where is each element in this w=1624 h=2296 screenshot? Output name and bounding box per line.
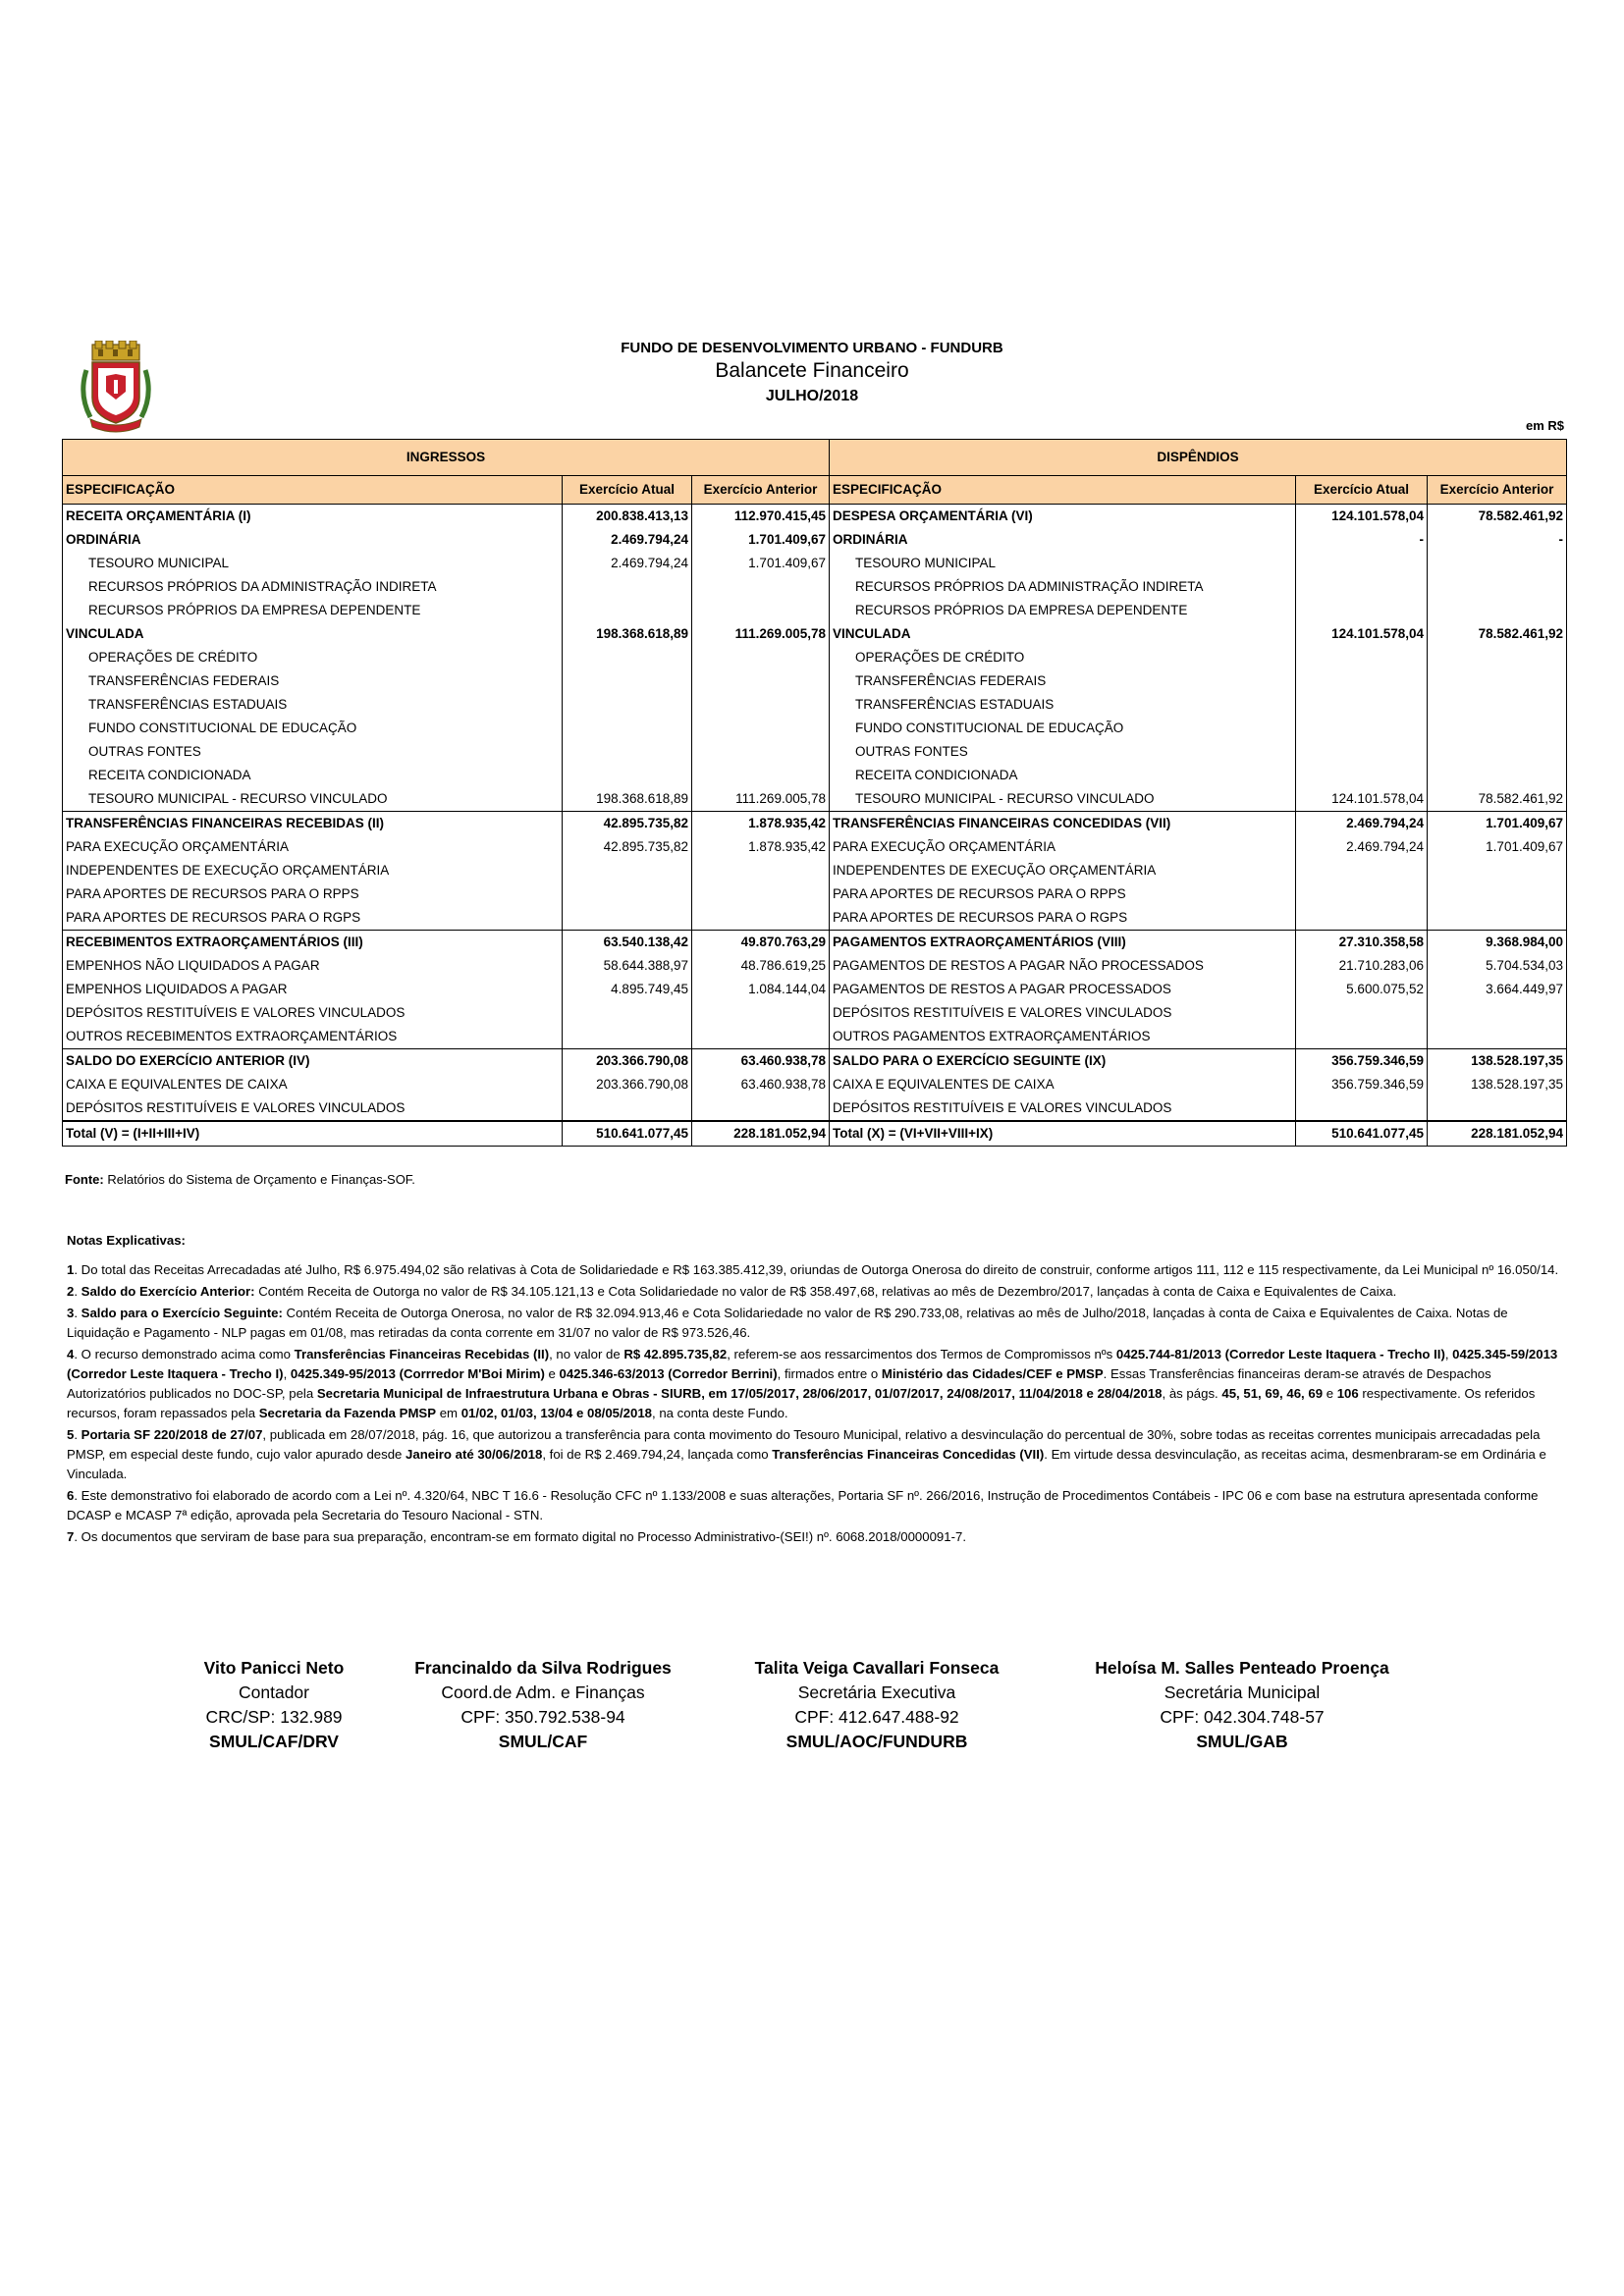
signer-unit: SMUL/CAF/DRV — [209, 1732, 339, 1751]
value-current-left — [563, 1025, 692, 1049]
row-label-left: ORDINÁRIA — [66, 532, 141, 547]
dispendios-header: DISPÊNDIOS — [830, 440, 1567, 476]
value-current-right — [1296, 717, 1428, 740]
value-previous-left — [692, 717, 830, 740]
value-current-left: 510.641.077,45 — [563, 1121, 692, 1147]
value-previous-right: 9.368.984,00 — [1428, 931, 1567, 955]
value-previous-left: 1.878.935,42 — [692, 835, 830, 859]
signer-role: Coord.de Adm. e Finanças — [441, 1682, 645, 1702]
table-row — [63, 669, 1567, 693]
note-bold-text: Transferências Financeiras Recebidas (II) — [294, 1347, 550, 1362]
value-previous-right — [1428, 906, 1567, 931]
note-bold-text: 0425.349-95/2013 (Corrredor M'Boi Mirim) — [290, 1366, 545, 1381]
row-label-right: FUNDO CONSTITUCIONAL DE EDUCAÇÃO — [830, 717, 1296, 740]
value-current-right: 5.600.075,52 — [1296, 978, 1428, 1001]
row-label-left: PARA APORTES DE RECURSOS PARA O RPPS — [66, 886, 359, 901]
value-previous-left: 1.701.409,67 — [692, 528, 830, 552]
note-text: . Do total das Receitas Arrecadadas até Julho, R$ 6.975.494,02 são relativas à Cota de Solidariedade e R$ 163.385.412,39, oriundas de Outorga Onerosa do direito de construir, conforme artigos 111, 112 e 115 respectivamente, da Lei Municipal nº 16.050/14. — [74, 1262, 1559, 1277]
table-row — [63, 1073, 1567, 1096]
table-row — [63, 787, 1567, 812]
row-label-right: OUTROS PAGAMENTOS EXTRAORÇAMENTÁRIOS — [830, 1025, 1296, 1049]
value-previous-left — [692, 906, 830, 931]
value-previous-right: 1.701.409,67 — [1428, 835, 1567, 859]
note-text: . O recurso demonstrado acima como — [74, 1347, 295, 1362]
source-text: Relatórios do Sistema de Orçamento e Finanças-SOF. — [103, 1172, 415, 1187]
table-row — [63, 717, 1567, 740]
row-label-right: SALDO PARA O EXERCÍCIO SEGUINTE (IX) — [830, 1049, 1296, 1074]
value-current-right — [1296, 646, 1428, 669]
value-current-left: 2.469.794,24 — [563, 552, 692, 575]
value-previous-left: 1.084.144,04 — [692, 978, 830, 1001]
value-current-left: 2.469.794,24 — [563, 528, 692, 552]
value-current-right: 124.101.578,04 — [1296, 505, 1428, 529]
value-previous-right — [1428, 552, 1567, 575]
col-previous-left: Exercício Anterior — [692, 476, 830, 505]
value-current-right — [1296, 859, 1428, 882]
value-current-right: 124.101.578,04 — [1296, 622, 1428, 646]
value-previous-left — [692, 1001, 830, 1025]
signer-unit: SMUL/AOC/FUNDURB — [785, 1732, 968, 1751]
row-label-left: Total (V) = (I+II+III+IV) — [63, 1121, 563, 1147]
row-label-right: DESPESA ORÇAMENTÁRIA (VI) — [830, 505, 1296, 529]
value-current-right: 510.641.077,45 — [1296, 1121, 1428, 1147]
signer-doc: CRC/SP: 132.989 — [205, 1707, 343, 1727]
value-previous-right — [1428, 646, 1567, 669]
note-paragraph — [67, 1527, 1559, 1547]
value-previous-left — [692, 646, 830, 669]
table-row — [63, 622, 1567, 646]
note-text: , na conta deste Fundo. — [652, 1406, 788, 1420]
value-current-right: 27.310.358,58 — [1296, 931, 1428, 955]
signer-role: Secretária Executiva — [797, 1682, 956, 1702]
row-label-right: PARA APORTES DE RECURSOS PARA O RGPS — [830, 906, 1296, 931]
value-current-left — [563, 717, 692, 740]
explanatory-notes — [67, 1231, 1559, 1549]
note-paragraph — [67, 1345, 1559, 1423]
value-previous-left — [692, 599, 830, 622]
value-current-left — [563, 669, 692, 693]
row-label-right: TESOURO MUNICIPAL — [830, 552, 1296, 575]
row-label-right: PAGAMENTOS DE RESTOS A PAGAR PROCESSADOS — [830, 978, 1296, 1001]
row-label-left: OUTROS RECEBIMENTOS EXTRAORÇAMENTÁRIOS — [66, 1029, 398, 1043]
signer-name: Heloísa M. Salles Penteado Proença — [1095, 1658, 1389, 1678]
note-text: Contém Receita de Outorga Onerosa, no valor de R$ 32.094.913,46 e Cota Solidariedade no valor de R$ 290.733,08, relativas ao mês de Julho/2018, lançadas à conta de Caixa e Equivalentes de Caixa. Notas de Liquidação e Pagamento - NLP pagas em 01/08, mas retiradas da conta corrente em 31/07 no valor de R$ 973.526,46. — [67, 1306, 1508, 1340]
value-previous-right — [1428, 1096, 1567, 1121]
currency-label: em R$ — [1525, 418, 1564, 433]
note-text: . — [74, 1284, 81, 1299]
value-current-right — [1296, 669, 1428, 693]
row-label-left: EMPENHOS LIQUIDADOS A PAGAR — [66, 982, 288, 996]
note-text: . — [74, 1427, 81, 1442]
value-current-right — [1296, 599, 1428, 622]
row-label-right: RECEITA CONDICIONADA — [830, 764, 1296, 787]
value-current-left: 63.540.138,42 — [563, 931, 692, 955]
note-bold-text: Secretaria da Fazenda PMSP — [258, 1406, 437, 1420]
note-bold-text: 1 — [67, 1262, 75, 1277]
value-previous-right: 138.528.197,35 — [1428, 1073, 1567, 1096]
value-previous-right: 78.582.461,92 — [1428, 787, 1567, 812]
value-previous-right — [1428, 717, 1567, 740]
value-current-left: 200.838.413,13 — [563, 505, 692, 529]
value-current-right — [1296, 575, 1428, 599]
column-header-row — [63, 476, 1567, 505]
row-label-left: TRANSFERÊNCIAS FEDERAIS — [88, 673, 280, 688]
note-text: em — [436, 1406, 461, 1420]
value-previous-left — [692, 575, 830, 599]
col-previous-right: Exercício Anterior — [1428, 476, 1567, 505]
note-bold-text: 6 — [67, 1488, 75, 1503]
value-current-right: 2.469.794,24 — [1296, 812, 1428, 836]
value-previous-left: 63.460.938,78 — [692, 1049, 830, 1074]
note-text: e — [1323, 1386, 1337, 1401]
notes-title: Notas Explicativas: — [67, 1233, 186, 1248]
note-text: e — [544, 1366, 560, 1381]
row-label-right: TRANSFERÊNCIAS FEDERAIS — [830, 669, 1296, 693]
signature-block — [376, 1656, 710, 1754]
value-previous-right: 3.664.449,97 — [1428, 978, 1567, 1001]
row-label-left: RECEITA CONDICIONADA — [88, 768, 251, 782]
value-previous-right: 228.181.052,94 — [1428, 1121, 1567, 1147]
value-previous-left: 111.269.005,78 — [692, 622, 830, 646]
row-label-left: SALDO DO EXERCÍCIO ANTERIOR (IV) — [63, 1049, 563, 1074]
table-row — [63, 599, 1567, 622]
row-label-right: PAGAMENTOS EXTRAORÇAMENTÁRIOS (VIII) — [830, 931, 1296, 955]
value-current-right — [1296, 906, 1428, 931]
table-row — [63, 505, 1567, 529]
table-row — [63, 1121, 1567, 1147]
section-header-row — [63, 440, 1567, 476]
document-title: Balancete Financeiro — [715, 359, 909, 382]
value-current-right — [1296, 764, 1428, 787]
row-label-right: DEPÓSITOS RESTITUÍVEIS E VALORES VINCULADOS — [830, 1001, 1296, 1025]
value-previous-right: 78.582.461,92 — [1428, 622, 1567, 646]
note-bold-text: Transferências Financeiras Concedidas (VII) — [772, 1447, 1045, 1462]
note-text: , — [283, 1366, 291, 1381]
value-previous-right — [1428, 599, 1567, 622]
row-label-left: PARA EXECUÇÃO ORÇAMENTÁRIA — [66, 839, 290, 854]
note-bold-text: Ministério das Cidades/CEF e PMSP — [881, 1366, 1104, 1381]
table-row — [63, 882, 1567, 906]
signer-name: Francinaldo da Silva Rodrigues — [414, 1658, 672, 1678]
value-previous-left: 112.970.415,45 — [692, 505, 830, 529]
note-text: , firmados entre o — [777, 1366, 882, 1381]
table-row — [63, 528, 1567, 552]
value-current-right: 21.710.283,06 — [1296, 954, 1428, 978]
table-row — [63, 954, 1567, 978]
table-row — [63, 764, 1567, 787]
note-bold-text: Saldo do Exercício Anterior: — [81, 1284, 255, 1299]
note-text: , no valor de — [549, 1347, 624, 1362]
period-label: JULHO/2018 — [765, 388, 859, 404]
row-label-left: TRANSFERÊNCIAS FINANCEIRAS RECEBIDAS (II) — [63, 812, 563, 836]
row-label-left: OUTRAS FONTES — [88, 744, 201, 759]
note-paragraph — [67, 1282, 1559, 1302]
value-previous-left: 1.701.409,67 — [692, 552, 830, 575]
value-previous-right — [1428, 882, 1567, 906]
table-row — [63, 646, 1567, 669]
signature-block — [710, 1656, 1044, 1754]
signer-doc: CPF: 350.792.538-94 — [460, 1707, 625, 1727]
value-previous-left — [692, 882, 830, 906]
table-row — [63, 978, 1567, 1001]
value-current-left: 198.368.618,89 — [563, 622, 692, 646]
value-previous-left: 228.181.052,94 — [692, 1121, 830, 1147]
balance-table — [62, 439, 1567, 1147]
table-row — [63, 740, 1567, 764]
note-paragraph — [67, 1425, 1559, 1484]
table-row — [63, 812, 1567, 836]
note-text: . — [74, 1306, 81, 1320]
note-bold-text: R$ 42.895.735,82 — [623, 1347, 728, 1362]
row-label-left: OPERAÇÕES DE CRÉDITO — [88, 650, 258, 665]
row-label-left: CAIXA E EQUIVALENTES DE CAIXA — [66, 1077, 288, 1092]
note-bold-text: 5 — [67, 1427, 75, 1442]
value-previous-left: 49.870.763,29 — [692, 931, 830, 955]
value-current-right — [1296, 1096, 1428, 1121]
value-current-left — [563, 599, 692, 622]
note-bold-text: 3 — [67, 1306, 75, 1320]
row-label-right: OUTRAS FONTES — [830, 740, 1296, 764]
value-previous-right — [1428, 1001, 1567, 1025]
source-label: Fonte: — [65, 1172, 104, 1187]
value-previous-right — [1428, 693, 1567, 717]
value-current-left — [563, 859, 692, 882]
value-previous-left — [692, 669, 830, 693]
row-label-right: TRANSFERÊNCIAS FINANCEIRAS CONCEDIDAS (VII) — [830, 812, 1296, 836]
value-current-left — [563, 1096, 692, 1121]
value-previous-left — [692, 740, 830, 764]
note-paragraph — [67, 1304, 1559, 1343]
note-paragraph — [67, 1486, 1559, 1525]
row-label-right: INDEPENDENTES DE EXECUÇÃO ORÇAMENTÁRIA — [830, 859, 1296, 882]
value-current-left — [563, 575, 692, 599]
note-bold-text: Portaria SF 220/2018 de 27/07 — [81, 1427, 263, 1442]
value-previous-right — [1428, 740, 1567, 764]
value-current-left — [563, 882, 692, 906]
note-bold-text: 0425.744-81/2013 (Corredor Leste Itaquera - Trecho II) — [1115, 1347, 1445, 1362]
row-label-right: DEPÓSITOS RESTITUÍVEIS E VALORES VINCULADOS — [830, 1096, 1296, 1121]
row-label-left: RECEITA ORÇAMENTÁRIA (I) — [63, 505, 563, 529]
value-previous-left: 63.460.938,78 — [692, 1073, 830, 1096]
signer-role: Contador — [239, 1682, 309, 1702]
row-label-right: VINCULADA — [830, 622, 1296, 646]
note-text: . Este demonstrativo foi elaborado de acordo com a Lei nº. 4.320/64, NBC T 16.6 - Resolução CFC nº 1.133/2008 e suas alterações, Portaria SF nº. 266/2016, Instrução de Procedimentos Contábeis - IPC 06 e com base na estrutura apresentada conforme DCASP e MCASP 7ª edição, aprovada pela Secretaria do Tesouro Nacional - STN. — [67, 1488, 1539, 1522]
row-label-right: TRANSFERÊNCIAS ESTADUAIS — [830, 693, 1296, 717]
note-bold-text: 0425.346-63/2013 (Corredor Berrini) — [559, 1366, 778, 1381]
value-previous-right — [1428, 764, 1567, 787]
note-bold-text: Janeiro até 30/06/2018 — [406, 1447, 543, 1462]
note-text: , publicada em 28/07/2018, pág. 16, que autorizou a transferência para conta movimento do Tesouro Municipal, relativo a desvinculação do percentual de 30%, sobre todas as receitas correntes municipais arrecadadas pela PMSP, em especial deste fundo, cujo valor apurado desde — [67, 1427, 1541, 1462]
row-label-right: RECURSOS PRÓPRIOS DA ADMINISTRAÇÃO INDIRETA — [830, 575, 1296, 599]
note-text: , referem-se aos ressarcimentos dos Termos de Compromissos nºs — [727, 1347, 1116, 1362]
value-current-right — [1296, 1025, 1428, 1049]
table-row — [63, 693, 1567, 717]
ingressos-header: INGRESSOS — [63, 440, 830, 476]
col-current-left: Exercício Atual — [563, 476, 692, 505]
row-label-left: TRANSFERÊNCIAS ESTADUAIS — [88, 697, 288, 712]
note-paragraph — [67, 1260, 1559, 1280]
row-label-left: RECURSOS PRÓPRIOS DA EMPRESA DEPENDENTE — [88, 603, 421, 617]
row-label-right: OPERAÇÕES DE CRÉDITO — [830, 646, 1296, 669]
value-current-left: 42.895.735,82 — [563, 812, 692, 836]
value-previous-right — [1428, 575, 1567, 599]
value-current-right: 356.759.346,59 — [1296, 1049, 1428, 1074]
note-bold-text: Saldo para o Exercício Seguinte: — [81, 1306, 283, 1320]
value-previous-right — [1428, 1025, 1567, 1049]
table-row — [63, 835, 1567, 859]
note-bold-text: 106 — [1336, 1386, 1359, 1401]
table-row — [63, 575, 1567, 599]
value-current-right — [1296, 693, 1428, 717]
row-label-right: CAIXA E EQUIVALENTES DE CAIXA — [830, 1073, 1296, 1096]
table-row — [63, 552, 1567, 575]
row-label-left: INDEPENDENTES DE EXECUÇÃO ORÇAMENTÁRIA — [66, 863, 390, 878]
value-previous-left — [692, 1025, 830, 1049]
value-previous-left: 48.786.619,25 — [692, 954, 830, 978]
note-text: , às págs. — [1162, 1386, 1222, 1401]
value-previous-right — [1428, 669, 1567, 693]
table-row — [63, 1025, 1567, 1049]
note-bold-text: 7 — [67, 1529, 75, 1544]
value-current-left — [563, 646, 692, 669]
signer-name: Vito Panicci Neto — [203, 1658, 345, 1678]
row-label-left: RECEBIMENTOS EXTRAORÇAMENTÁRIOS (III) — [63, 931, 563, 955]
value-current-right — [1296, 552, 1428, 575]
value-current-left — [563, 740, 692, 764]
row-label-left: DEPÓSITOS RESTITUÍVEIS E VALORES VINCULADOS — [66, 1005, 406, 1020]
signer-role: Secretária Municipal — [1164, 1682, 1321, 1702]
value-previous-left: 1.878.935,42 — [692, 812, 830, 836]
row-label-right: RECURSOS PRÓPRIOS DA EMPRESA DEPENDENTE — [830, 599, 1296, 622]
table-row — [63, 1001, 1567, 1025]
note-bold-text: 01/02, 01/03, 13/04 e 08/05/2018 — [460, 1406, 653, 1420]
table-row — [63, 859, 1567, 882]
row-label-left: RECURSOS PRÓPRIOS DA ADMINISTRAÇÃO INDIRETA — [88, 579, 437, 594]
row-label-left: TESOURO MUNICIPAL — [88, 556, 230, 570]
value-previous-left — [692, 1096, 830, 1121]
row-label-left: VINCULADA — [66, 626, 144, 641]
col-current-right: Exercício Atual — [1296, 476, 1428, 505]
signer-doc: CPF: 042.304.748-57 — [1160, 1707, 1325, 1727]
value-current-right: 356.759.346,59 — [1296, 1073, 1428, 1096]
value-previous-left — [692, 859, 830, 882]
row-label-left: DEPÓSITOS RESTITUÍVEIS E VALORES VINCULADOS — [66, 1100, 406, 1115]
row-label-left: FUNDO CONSTITUCIONAL DE EDUCAÇÃO — [88, 721, 357, 735]
value-current-left — [563, 764, 692, 787]
value-previous-left — [692, 764, 830, 787]
note-text: , foi de R$ 2.469.794,24, lançada como — [542, 1447, 773, 1462]
notes-list — [67, 1260, 1559, 1547]
col-spec-right: ESPECIFICAÇÃO — [830, 476, 1296, 505]
source-note — [65, 1172, 415, 1187]
value-previous-right: 78.582.461,92 — [1428, 505, 1567, 529]
table-row — [63, 931, 1567, 955]
signer-unit: SMUL/CAF — [498, 1732, 588, 1751]
value-current-right: - — [1296, 528, 1428, 552]
row-label-left: TESOURO MUNICIPAL - RECURSO VINCULADO — [88, 791, 388, 806]
note-bold-text: 4 — [67, 1347, 75, 1362]
note-text: . Em virtude dessa desvinculação, as receitas acima, desmenbraram-se em Ordinária e Vinculada. — [67, 1447, 1546, 1481]
value-current-left: 4.895.749,45 — [563, 978, 692, 1001]
signer-doc: CPF: 412.647.488-92 — [794, 1707, 959, 1727]
note-bold-text: 0425.345-59/2013 (Corredor Leste Itaquera - Trecho I) — [67, 1347, 1558, 1381]
signer-name: Talita Veiga Cavallari Fonseca — [754, 1658, 1000, 1678]
value-previous-right: 138.528.197,35 — [1428, 1049, 1567, 1074]
value-current-left: 203.366.790,08 — [563, 1049, 692, 1074]
value-previous-right: - — [1428, 528, 1567, 552]
row-label-right: Total (X) = (VI+VII+VIII+IX) — [830, 1121, 1296, 1147]
value-current-left: 42.895.735,82 — [563, 835, 692, 859]
table-row — [63, 906, 1567, 931]
value-current-right — [1296, 740, 1428, 764]
value-current-left — [563, 1001, 692, 1025]
row-label-left: PARA APORTES DE RECURSOS PARA O RGPS — [66, 910, 361, 925]
value-current-right: 2.469.794,24 — [1296, 835, 1428, 859]
value-current-right — [1296, 1001, 1428, 1025]
value-previous-right: 5.704.534,03 — [1428, 954, 1567, 978]
signature-block — [1075, 1656, 1409, 1754]
row-label-right: PARA EXECUÇÃO ORÇAMENTÁRIA — [830, 835, 1296, 859]
value-previous-left — [692, 693, 830, 717]
value-current-left: 203.366.790,08 — [563, 1073, 692, 1096]
table-body — [63, 505, 1567, 1147]
row-label-left: EMPENHOS NÃO LIQUIDADOS A PAGAR — [66, 958, 320, 973]
value-previous-right: 1.701.409,67 — [1428, 812, 1567, 836]
row-label-right: PARA APORTES DE RECURSOS PARA O RPPS — [830, 882, 1296, 906]
value-current-right: 124.101.578,04 — [1296, 787, 1428, 812]
note-bold-text: Secretaria Municipal de Infraestrutura Urbana e Obras - SIURB, em 17/05/2017, 28/06/2017, 01/07/2017, 24/08/2017, 11/04/2018 e 28/04/2018 — [316, 1386, 1163, 1401]
table-row — [63, 1049, 1567, 1074]
note-text: respectivamente. Os referidos recursos, foram repassados pela — [67, 1386, 1536, 1420]
value-previous-right — [1428, 859, 1567, 882]
col-spec-left: ESPECIFICAÇÃO — [63, 476, 563, 505]
value-previous-left: 111.269.005,78 — [692, 787, 830, 812]
note-text: Contém Receita de Outorga no valor de R$ 34.105.121,13 e Cota Solidariedade no valor de R$ 358.497,68, relativas ao mês de Dezembro/2017, lançadas à conta de Caixa e Equivalentes de Caixa. — [254, 1284, 1397, 1299]
value-current-right — [1296, 882, 1428, 906]
row-label-right: PAGAMENTOS DE RESTOS A PAGAR NÃO PROCESSADOS — [830, 954, 1296, 978]
value-current-left: 198.368.618,89 — [563, 787, 692, 812]
signer-unit: SMUL/GAB — [1196, 1732, 1288, 1751]
note-bold-text: 45, 51, 69, 46, 69 — [1221, 1386, 1324, 1401]
value-current-left — [563, 693, 692, 717]
note-text: , — [1444, 1347, 1453, 1362]
table-row — [63, 1096, 1567, 1121]
row-label-right: TESOURO MUNICIPAL - RECURSO VINCULADO — [830, 787, 1296, 812]
row-label-right: ORDINÁRIA — [830, 528, 1296, 552]
value-current-left — [563, 906, 692, 931]
note-bold-text: 2 — [67, 1284, 75, 1299]
organization-title: FUNDO DE DESENVOLVIMENTO URBANO - FUNDURB — [621, 340, 1003, 356]
value-current-left: 58.644.388,97 — [563, 954, 692, 978]
note-text: . Essas Transferências financeiras deram-se através de Despachos Autorizatórios publicados no DOC-SP, pela — [67, 1366, 1491, 1401]
note-text: . Os documentos que serviram de base para sua preparação, encontram-se em formato digital no Processo Administrativo-(SEI!) nº. 6068.2018/0000091-7. — [74, 1529, 966, 1544]
